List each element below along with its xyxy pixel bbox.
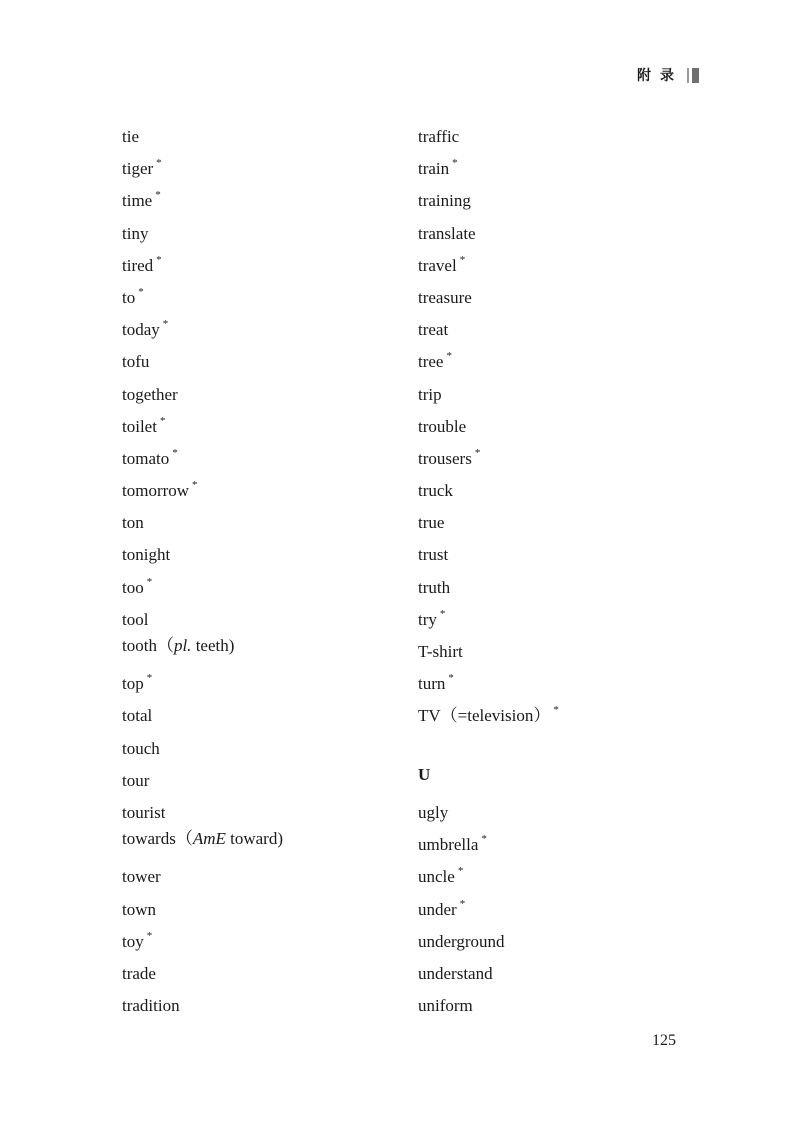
word: touch [122, 738, 160, 758]
word-entry [418, 213, 559, 245]
word-note-italic: pl. [173, 636, 192, 655]
right-word-column [418, 116, 559, 1017]
core-word-star: * [146, 929, 153, 942]
word: tomato [122, 448, 170, 468]
word: ugly [418, 802, 449, 822]
word-entry [122, 213, 283, 245]
word: travel [418, 255, 457, 275]
word-entry [122, 631, 283, 663]
word: treat [418, 320, 449, 340]
word: trouble [418, 416, 467, 436]
word-entry [418, 438, 559, 470]
word: trust [418, 545, 449, 565]
header-decor-thin-bar [687, 68, 689, 83]
word: tiny [122, 223, 149, 243]
section-spacer [418, 728, 559, 760]
core-word-star: * [172, 446, 178, 459]
word-entry [122, 341, 283, 373]
section-heading-u: U [418, 764, 431, 784]
word: tomorrow [122, 481, 190, 501]
word-entry [122, 921, 283, 953]
word-note: toward) [225, 829, 283, 849]
word: tooth（ [122, 636, 174, 655]
word: top [122, 674, 144, 694]
left-word-column [122, 116, 283, 1017]
word-entry [418, 180, 559, 212]
word-entry [418, 695, 559, 727]
word-entry [418, 374, 559, 406]
core-word-star: * [459, 253, 466, 266]
word: train [418, 159, 450, 179]
word: uncle [418, 867, 455, 887]
core-word-star: * [159, 414, 166, 427]
word-entry [418, 953, 559, 985]
word-note-italic: AmE [192, 829, 226, 849]
word: tonight [122, 545, 171, 565]
word-entry [418, 921, 559, 953]
word: TV（=television） [418, 706, 551, 726]
word: under [418, 899, 457, 919]
core-word-star: * [156, 253, 162, 266]
word-entry [418, 309, 559, 341]
word: tofu [122, 352, 150, 372]
core-word-star: * [474, 446, 481, 459]
word: tiger [122, 159, 154, 179]
word: tired [122, 255, 154, 275]
word-entry [418, 116, 559, 148]
word-entry [122, 180, 283, 212]
word-note: teeth) [191, 636, 235, 655]
word-entry [122, 856, 283, 888]
word: towards（ [122, 829, 193, 849]
core-word-star: * [155, 189, 161, 202]
word-entry [418, 631, 559, 663]
core-word-star: * [146, 672, 153, 685]
word-entry [122, 309, 283, 341]
word-entry [418, 856, 559, 888]
header-decor-thick-bar [692, 68, 699, 83]
word: treasure [418, 287, 472, 307]
word: turn [418, 674, 446, 694]
word: tower [122, 867, 161, 887]
core-word-star: * [138, 285, 144, 298]
word-entry [122, 599, 283, 631]
word: toy [122, 931, 144, 951]
word: training [418, 191, 471, 211]
word-entry [122, 567, 283, 599]
word-entry [122, 245, 283, 277]
word: together [122, 384, 178, 404]
word: town [122, 899, 156, 919]
word-entry [418, 792, 559, 824]
running-header [637, 66, 699, 84]
word-entry [418, 470, 559, 502]
word-entry [418, 663, 559, 695]
core-word-star: * [439, 607, 446, 620]
core-word-star: * [459, 897, 466, 910]
word-entry [418, 341, 559, 373]
core-word-star: * [156, 157, 162, 170]
word: tree [418, 352, 444, 372]
word-entry [418, 824, 559, 856]
word-entry [418, 148, 559, 180]
core-word-star: * [481, 833, 487, 846]
word-entry [122, 502, 283, 534]
word-entry [122, 534, 283, 566]
word: traffic [418, 127, 460, 146]
word-entry [418, 277, 559, 309]
word-entry [418, 567, 559, 599]
word-entry [122, 663, 283, 695]
word: toilet [122, 416, 157, 436]
word: underground [418, 931, 505, 951]
word-entry [122, 953, 283, 985]
word: time [122, 191, 153, 211]
word: T-shirt [418, 642, 463, 661]
word-entry [122, 792, 283, 824]
word: tool [122, 609, 149, 629]
header-title: 附录 [637, 68, 683, 84]
word: ton [122, 513, 144, 533]
page-number: 125 [652, 1032, 676, 1049]
word-entry [122, 277, 283, 309]
word-entry [418, 599, 559, 631]
word-entry [122, 760, 283, 792]
core-word-star: * [192, 479, 198, 492]
word-entry [418, 406, 559, 438]
word: tie [122, 127, 139, 146]
word-entry [418, 534, 559, 566]
core-word-star: * [553, 704, 559, 717]
word: trip [418, 384, 442, 404]
word-entry [122, 824, 283, 856]
word: today [122, 320, 160, 340]
word: trade [122, 963, 156, 983]
word-entry [122, 985, 283, 1017]
word-entry [122, 470, 283, 502]
word: understand [418, 963, 493, 983]
core-word-star: * [448, 672, 454, 685]
core-word-star: * [452, 157, 458, 170]
word-entry [122, 889, 283, 921]
word: tradition [122, 996, 180, 1016]
word: total [122, 706, 153, 726]
word: truck [418, 481, 453, 501]
word: tourist [122, 802, 166, 822]
core-word-star: * [146, 575, 153, 588]
word: truth [418, 577, 451, 597]
word: umbrella [418, 835, 479, 855]
word: trousers [418, 448, 472, 468]
word-entry [122, 148, 283, 180]
core-word-star: * [446, 350, 452, 363]
word-entry [122, 116, 283, 148]
word: too [122, 577, 144, 597]
word: uniform [418, 996, 473, 1016]
word-entry [418, 889, 559, 921]
word-entry [122, 374, 283, 406]
core-word-star: * [162, 318, 169, 331]
core-word-star: * [457, 865, 464, 878]
word-entry [122, 695, 283, 727]
word: true [418, 513, 445, 533]
word: to [122, 287, 136, 307]
word: translate [418, 223, 476, 243]
word-entry [418, 245, 559, 277]
word: try [418, 609, 437, 629]
word-entry [418, 985, 559, 1017]
word-entry [122, 728, 283, 760]
word-entry [418, 502, 559, 534]
word: tour [122, 770, 150, 790]
word-entry [122, 438, 283, 470]
word-entry [122, 406, 283, 438]
